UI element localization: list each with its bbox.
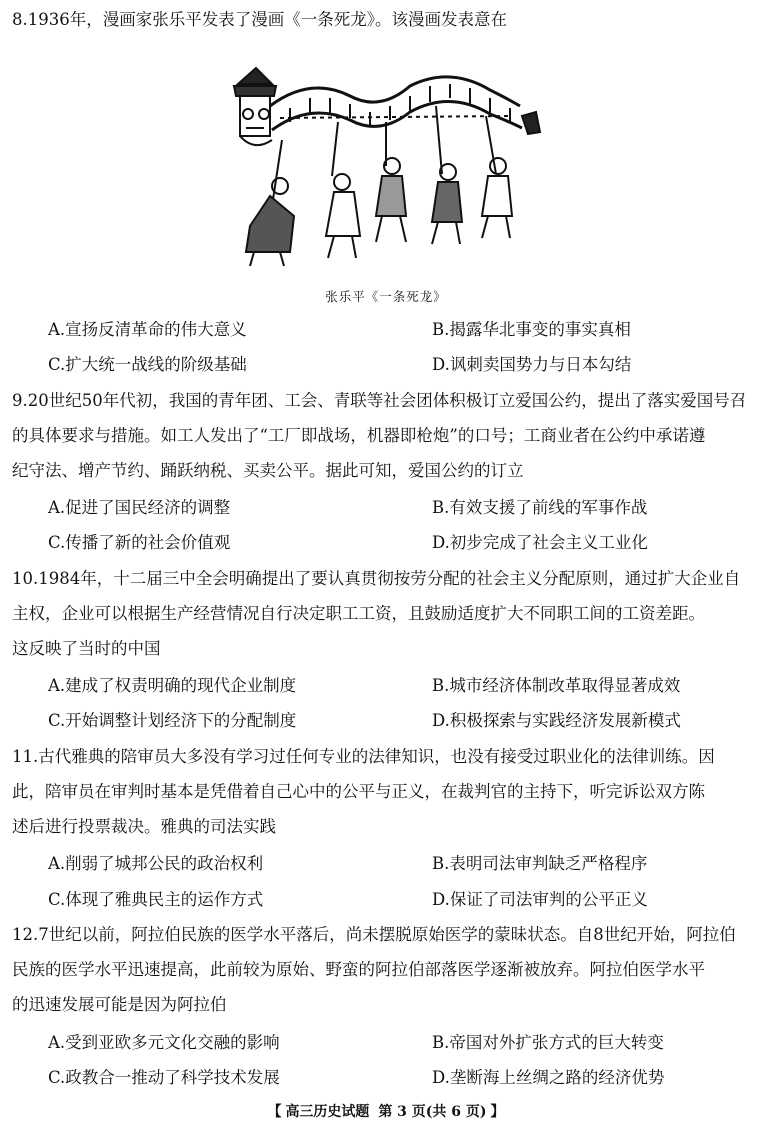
q11-option-d[interactable]: D.保证了司法审判的公平正义 — [432, 890, 648, 909]
q12-option-a[interactable]: A.受到亚欧多元文化交融的影响 — [48, 1033, 280, 1052]
q12-option-c[interactable]: C.政教合一推动了科学技术发展 — [48, 1068, 280, 1087]
q10-option-d[interactable]: D.积极探索与实践经济发展新模式 — [432, 711, 681, 730]
q11-option-b[interactable]: B.表明司法审判缺乏严格程序 — [432, 854, 648, 873]
q12-stem-line-2: 民族的医学水平迅速提高，此前较为原始、野蛮的阿拉伯部落医学逐渐被放弃。阿拉伯医学水平 — [12, 960, 705, 979]
q9-option-a[interactable]: A.促进了国民经济的调整 — [48, 498, 231, 517]
footer-left-bracket: 【 — [267, 1104, 282, 1120]
q8-option-d[interactable]: D.讽刺卖国势力与日本勾结 — [432, 355, 632, 374]
q8-stem: 8.1936年，漫画家张乐平发表了漫画《一条死龙》。该漫画发表意在 — [12, 10, 507, 29]
q11-option-c[interactable]: C.体现了雅典民主的运作方式 — [48, 890, 264, 909]
footer-exam-name: 高三历史试题 — [285, 1104, 370, 1120]
q9-stem-line-2: 的具体要求与措施。如工人发出了“工厂即战场，机器即枪炮”的口号；工商业者在公约中承诺遵 — [12, 426, 706, 445]
q9-option-b[interactable]: B.有效支援了前线的军事作战 — [432, 498, 648, 517]
q11-stem-line-3: 述后进行投票裁决。雅典的司法实践 — [12, 817, 276, 836]
q8-option-a[interactable]: A.宣扬反清革命的伟大意义 — [48, 320, 247, 339]
page-footer — [0, 1101, 772, 1121]
figure-caption: 张乐平《一条死龙》 — [325, 289, 447, 304]
q12-option-b[interactable]: B.帝国对外扩张方式的巨大转变 — [432, 1033, 664, 1052]
q9-option-d[interactable]: D.初步完成了社会主义工业化 — [432, 533, 648, 552]
q8-option-b[interactable]: B.揭露华北事变的事实真相 — [432, 320, 631, 339]
q10-option-b[interactable]: B.城市经济体制改革取得显著成效 — [432, 676, 681, 695]
q11-stem-line-2: 此，陪审员在审判时基本是凭借着自己心中的公平与正义，在裁判官的主持下，听完诉讼双方陈 — [12, 782, 705, 801]
q9-stem-line-1: 9.20世纪50年代初，我国的青年团、工会、青联等社会团体积极订立爱国公约，提出了落实爱国号召 — [12, 391, 747, 410]
footer-right-bracket: 】 — [490, 1104, 505, 1120]
q10-stem-line-3: 这反映了当时的中国 — [12, 639, 161, 658]
q9-stem-line-3: 纪守法、增产节约、踊跃纳税、买卖公平。据此可知，爱国公约的订立 — [12, 461, 524, 480]
footer-page-number: 第 3 页(共 6 页) — [378, 1104, 487, 1120]
dragon-cartoon-illustration — [210, 56, 550, 286]
q11-option-a[interactable]: A.削弱了城邦公民的政治权利 — [48, 854, 264, 873]
q10-stem-line-1: 10.1984年，十二届三中全会明确提出了要认真贯彻按劳分配的社会主义分配原则，通过扩大企业自 — [12, 569, 741, 588]
q12-option-d[interactable]: D.垄断海上丝绸之路的经济优势 — [432, 1068, 665, 1087]
q10-stem-line-2: 主权，企业可以根据生产经营情况自行决定职工工资，且鼓励适度扩大不同职工间的工资差距。 — [12, 604, 705, 623]
q10-option-a[interactable]: A.建成了权责明确的现代企业制度 — [48, 676, 297, 695]
q8-option-c[interactable]: C.扩大统一战线的阶级基础 — [48, 355, 247, 374]
q12-stem-line-3: 的迅速发展可能是因为阿拉伯 — [12, 995, 227, 1014]
q10-option-c[interactable]: C.开始调整计划经济下的分配制度 — [48, 711, 297, 730]
q12-stem-line-1: 12.7世纪以前，阿拉伯民族的医学水平落后，尚未摆脱原始医学的蒙昧状态。自8世纪开始，阿拉伯 — [12, 925, 736, 944]
q11-stem-line-1: 11.古代雅典的陪审员大多没有学习过任何专业的法律知识，也没有接受过职业化的法律训练。因 — [12, 747, 715, 766]
q9-option-c[interactable]: C.传播了新的社会价值观 — [48, 533, 231, 552]
